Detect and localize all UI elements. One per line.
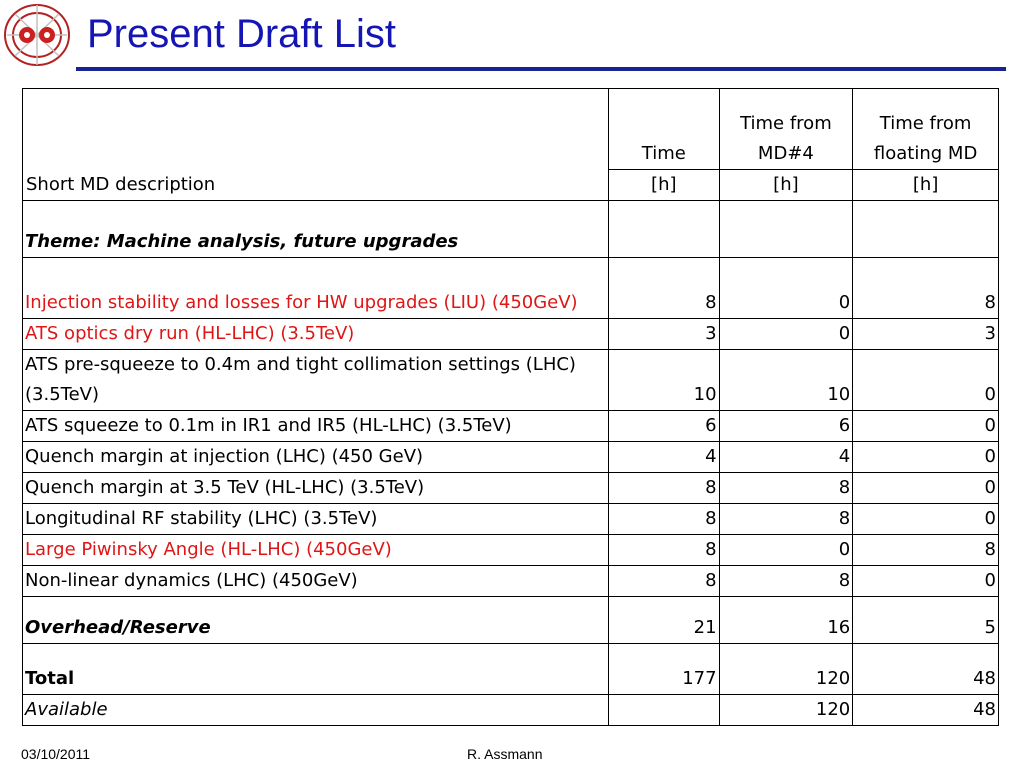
table-row	[23, 473, 999, 504]
unit-time-md4: [h]	[719, 170, 853, 201]
table-row	[23, 258, 999, 319]
overhead-time-md4: 16	[719, 597, 853, 644]
theme-empty-cell	[853, 201, 999, 258]
md-time-floating: 0	[853, 411, 999, 442]
md-time-md4: 8	[719, 504, 853, 535]
md-time: 8	[609, 504, 720, 535]
available-time	[609, 695, 720, 726]
available-row	[23, 695, 999, 726]
md-description: Injection stability and losses for HW upgrades (LIU) (450GeV)	[23, 258, 609, 319]
available-time-md4: 120	[719, 695, 853, 726]
md-time-floating: 0	[853, 473, 999, 504]
available-time-floating: 48	[853, 695, 999, 726]
table-row	[23, 504, 999, 535]
table-row	[23, 411, 999, 442]
md-time-floating: 3	[853, 319, 999, 350]
md-time-md4: 0	[719, 535, 853, 566]
md-time: 6	[609, 411, 720, 442]
total-time: 177	[609, 644, 720, 695]
md-time: 8	[609, 473, 720, 504]
table-row	[23, 535, 999, 566]
md-time: 4	[609, 442, 720, 473]
md-time: 8	[609, 566, 720, 597]
table-row	[23, 319, 999, 350]
total-row	[23, 644, 999, 695]
md-time: 8	[609, 258, 720, 319]
md-time-md4: 4	[719, 442, 853, 473]
md-draft-table	[22, 88, 999, 726]
overhead-time-floating: 5	[853, 597, 999, 644]
md-time-md4: 10	[719, 350, 853, 411]
md-time-floating: 0	[853, 442, 999, 473]
md-time: 3	[609, 319, 720, 350]
md-time-floating: 0	[853, 566, 999, 597]
md-time-md4: 0	[719, 258, 853, 319]
table-row	[23, 442, 999, 473]
md-description: ATS optics dry run (HL-LHC) (3.5TeV)	[23, 319, 609, 350]
title-underline	[76, 67, 1006, 71]
md-description: ATS squeeze to 0.1m in IR1 and IR5 (HL-LHC) (3.5TeV)	[23, 411, 609, 442]
md-description: Longitudinal RF stability (LHC) (3.5TeV)	[23, 504, 609, 535]
md-time-md4: 0	[719, 319, 853, 350]
md-time-md4: 8	[719, 473, 853, 504]
header-time: Time	[609, 89, 720, 170]
md-time-floating: 0	[853, 350, 999, 411]
lhc-logo	[2, 2, 72, 68]
footer-date: 03/10/2011	[21, 746, 91, 762]
total-label: Total	[23, 644, 609, 695]
md-description: Quench margin at 3.5 TeV (HL-LHC) (3.5TeV)	[23, 473, 609, 504]
overhead-time: 21	[609, 597, 720, 644]
unit-time: [h]	[609, 170, 720, 201]
unit-time-floating: [h]	[853, 170, 999, 201]
md-description: ATS pre-squeeze to 0.4m and tight collimation settings (LHC) (3.5TeV)	[23, 350, 609, 411]
overhead-label: Overhead/Reserve	[23, 597, 609, 644]
theme-row	[23, 201, 999, 258]
total-time-md4: 120	[719, 644, 853, 695]
md-time-floating: 0	[853, 504, 999, 535]
theme-label: Theme: Machine analysis, future upgrades	[23, 201, 609, 258]
md-time: 10	[609, 350, 720, 411]
md-description: Non-linear dynamics (LHC) (450GeV)	[23, 566, 609, 597]
table-row	[23, 350, 999, 411]
header-time-floating: Time from floating MD	[853, 89, 999, 170]
md-description: Large Piwinsky Angle (HL-LHC) (450GeV)	[23, 535, 609, 566]
md-time-md4: 6	[719, 411, 853, 442]
header-time-md4: Time from MD#4	[719, 89, 853, 170]
total-time-floating: 48	[853, 644, 999, 695]
page-title: Present Draft List	[87, 12, 397, 56]
md-description: Quench margin at injection (LHC) (450 GeV)	[23, 442, 609, 473]
theme-empty-cell	[719, 201, 853, 258]
md-time-md4: 8	[719, 566, 853, 597]
footer-author: R. Assmann	[467, 746, 543, 762]
md-time-floating: 8	[853, 258, 999, 319]
md-time: 8	[609, 535, 720, 566]
available-label: Available	[23, 695, 609, 726]
md-time-floating: 8	[853, 535, 999, 566]
header-description: Short MD description	[23, 89, 609, 201]
theme-empty-cell	[609, 201, 720, 258]
table-row	[23, 566, 999, 597]
header-row	[23, 89, 999, 170]
overhead-row	[23, 597, 999, 644]
